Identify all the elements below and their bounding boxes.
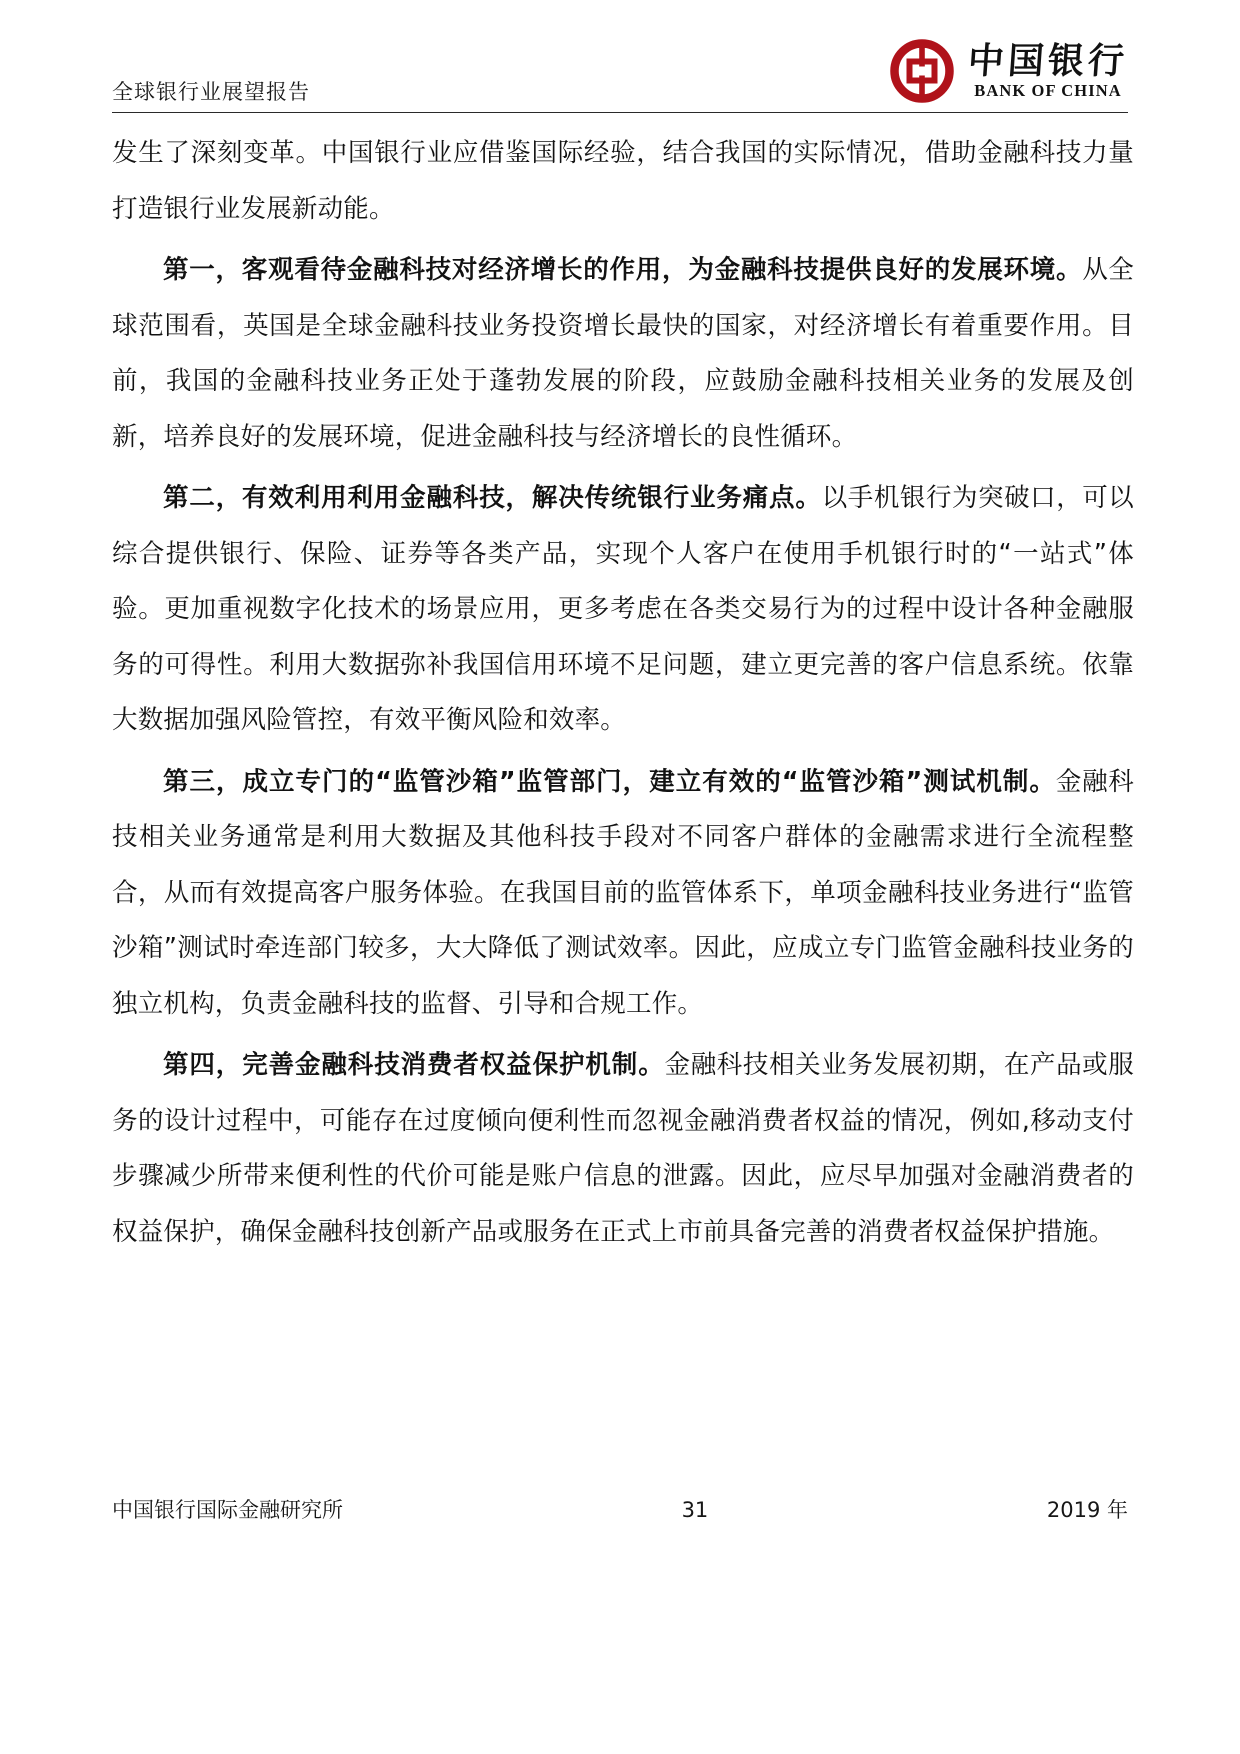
logo-chinese-name: 中国银行 <box>966 39 1130 82</box>
paragraph-lead: 第四，完善金融科技消费者权益保护机制。 <box>163 1050 665 1080</box>
paragraph-fourth-point <box>112 1038 1134 1260</box>
paragraph-second-point <box>112 471 1134 749</box>
paragraph-first-point <box>112 243 1134 465</box>
footer-institution: 中国银行国际金融研究所 <box>112 1498 343 1522</box>
paragraph-third-point <box>112 755 1134 1033</box>
paragraph-lead: 第一，客观看待金融科技对经济增长的作用，为金融科技提供良好的发展环境。 <box>163 255 1083 285</box>
paragraph-text: 发生了深刻变革。中国银行业应借鉴国际经验，结合我国的实际情况，借助金融科技力量打造银行业发展新动能。 <box>112 138 1134 224</box>
paragraph-text: 以手机银行为突破口，可以综合提供银行、保险、证券等各类产品，实现个人客户在使用手机银行时的“一站式”体验。更加重视数字化技术的场景应用，更多考虑在各类交易行为的过程中设计各种金融服务的可得性。利用大数据弥补我国信用环境不足问题，建立更完善的客户信息系统。依靠大数据加强风险管控，有效平衡风险和效率。 <box>112 483 1134 735</box>
paragraph-text: 金融科技相关业务发展初期，在产品或服务的设计过程中，可能存在过度倾向便利性而忽视金融消费者权益的情况，例如,移动支付步骤减少所带来便利性的代价可能是账户信息的泄露。因此，应尽早加强对金融消费者的权益保护，确保金融科技创新产品或服务在正式上市前具备完善的消费者权益保护措施。 <box>112 1050 1134 1247</box>
bank-of-china-emblem-icon <box>890 39 954 103</box>
page-content <box>112 126 1134 1266</box>
header-row <box>112 34 1128 112</box>
bank-of-china-logo <box>890 34 1128 108</box>
paragraph-lead: 第二，有效利用利用金融科技，解决传统银行业务痛点。 <box>163 483 822 513</box>
page-footer <box>112 1494 1128 1524</box>
page-header <box>112 34 1128 120</box>
bank-of-china-wordmark <box>966 39 1130 100</box>
paragraph-continuation <box>112 126 1134 237</box>
footer-year: 2019 年 <box>1046 1498 1128 1522</box>
paragraph-text: 金融科技相关业务通常是利用大数据及其他科技手段对不同客户群体的金融需求进行全流程整合，从而有效提高客户服务体验。在我国目前的监管体系下，单项金融科技业务进行“监管沙箱”测试时牵连部门较多，大大降低了测试效率。因此，应成立专门监管金融科技业务的独立机构，负责金融科技的监督、引导和合规工作。 <box>112 766 1134 1019</box>
report-title: 全球银行业展望报告 <box>112 80 310 104</box>
paragraph-text: 从全球范围看，英国是全球金融科技业务投资增长最快的国家，对经济增长有着重要作用。目前，我国的金融科技业务正处于蓬勃发展的阶段，应鼓励金融科技相关业务的发展及创新，培养良好的发展环境，促进金融科技与经济增长的良性循环。 <box>112 255 1134 452</box>
paragraph-lead: 第三，成立专门的“监管沙箱”监管部门，建立有效的“监管沙箱”测试机制。 <box>163 766 1056 797</box>
header-divider <box>112 112 1128 113</box>
footer-page-number: 31 <box>681 1498 709 1522</box>
logo-english-name: BANK OF CHINA <box>974 80 1122 100</box>
